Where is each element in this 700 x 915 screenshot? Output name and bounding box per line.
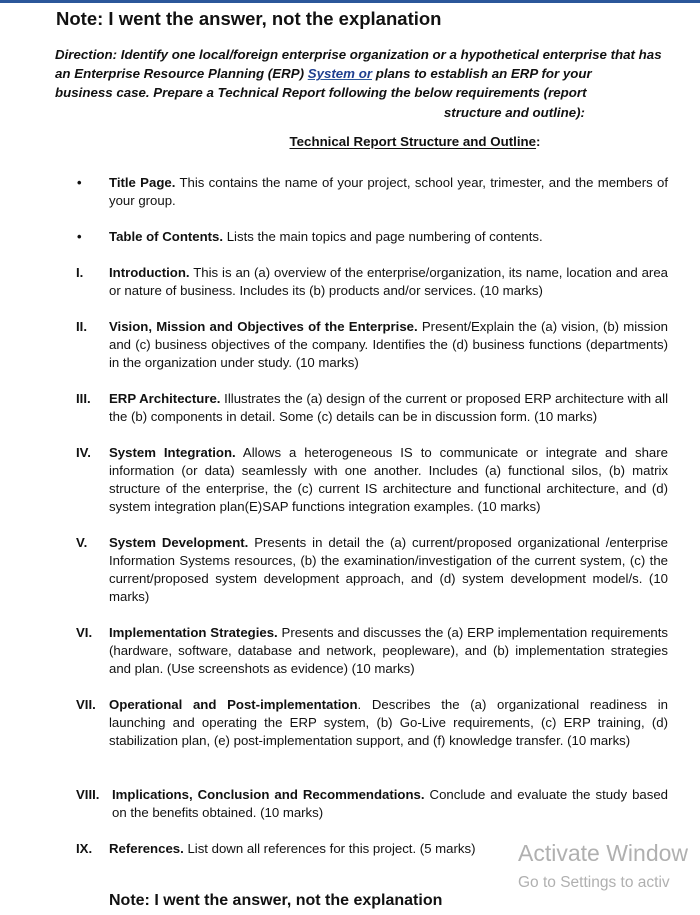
list-item-system-integration xyxy=(76,444,668,516)
roman-numeral-marker: VII. xyxy=(76,697,96,712)
list-item-operational-post-implementation xyxy=(76,696,668,750)
roman-numeral-marker: II. xyxy=(76,319,87,334)
item-heading: System Integration. xyxy=(109,445,236,460)
item-text: . Describes the (a) organizational readiness in launching and operating the ERP system, (b) Go-Live requirements, (c) ERP training, (d) stabilization plan, (e) post-implementation support, and (f) knowledge transfer. (10 marks) xyxy=(109,697,668,749)
note-heading-top: Note: I went the answer, not the explanation xyxy=(56,8,442,29)
item-text: Conclude and evaluate the study based on the benefits obtained. (10 marks) xyxy=(112,787,668,821)
direction-line-2-start: an Enterprise Resource Planning (ERP) xyxy=(55,66,308,82)
direction-line-1: Direction: Identify one local/foreign enterprise organization or a hypothetical enterprise that has xyxy=(55,47,662,62)
item-heading: Table of Contents. xyxy=(109,229,224,244)
list-item-implications-conclusion xyxy=(76,786,668,822)
item-heading: Vision, Mission and Objectives of the Enterprise. xyxy=(109,319,418,334)
item-text: Allows a heterogeneous IS to communicate or integrate and share information (or data) seamlessly with one another. Includes (a) functional silos, (b) matrix structure of the enterprise, the (c) current IS architecture and functional architecture, and (d) system integration plan(E)SAP functions integration examples. (10 marks) xyxy=(109,445,668,515)
top-border xyxy=(0,0,700,3)
item-text: Lists the main topics and page numbering of contents. xyxy=(223,229,543,244)
item-text: Presents in detail the (a) current/proposed organizational /enterprise Information Systems resources, (b) the examination/investigation of the current system, (c) the current/proposed system development approach, and (d) system development model/s. (10 marks) xyxy=(109,535,668,605)
activate-windows-settings-hint: Go to Settings to activ xyxy=(518,874,670,891)
item-text: This is an (a) overview of the enterprise/organization, its name, location and area or nature of business. Includes its (b) products and/or services. (10 marks) xyxy=(109,265,668,299)
roman-numeral-marker: V. xyxy=(76,535,88,550)
activate-windows-watermark: Activate Window xyxy=(518,840,689,866)
roman-numeral-marker: IX. xyxy=(76,841,93,856)
item-heading: Implications, Conclusion and Recommendations. xyxy=(112,787,425,802)
direction-line-2 xyxy=(55,64,667,83)
system-or-link[interactable]: System or xyxy=(307,66,372,82)
item-heading: Implementation Strategies. xyxy=(109,625,278,640)
direction-line-4: structure and outline): xyxy=(443,104,585,120)
note-heading-bottom: Note: I went the answer, not the explanation xyxy=(109,892,443,909)
roman-numeral-marker: IV. xyxy=(76,445,91,460)
item-text: Illustrates the (a) design of the current or proposed ERP architecture with all the (b) components in detail. Some (c) details can be in discussion form. (10 marks) xyxy=(109,391,668,425)
item-text: Presents and discusses the (a) ERP implementation requirements (hardware, software, database and network, peopleware), and (b) implementation strategies and plan. (Use screenshots as evidence) (10 marks) xyxy=(109,625,668,677)
list-item-system-development xyxy=(76,534,668,606)
list-item-erp-architecture xyxy=(76,390,668,426)
direction-line-3: business case. Prepare a Technical Report following the below requirements (report xyxy=(55,85,587,101)
list-item-vision-mission xyxy=(76,318,668,372)
direction-line-2-end: plans to establish an ERP for your xyxy=(372,66,592,82)
item-text: List down all references for this project. (5 marks) xyxy=(183,841,476,856)
outline-title-text: Technical Report Structure and Outline xyxy=(289,134,537,149)
list-item-table-of-contents xyxy=(76,228,668,246)
roman-numeral-marker: III. xyxy=(76,391,91,406)
item-heading: System Development. xyxy=(109,535,249,550)
bullet-marker: • xyxy=(77,175,82,190)
roman-numeral-marker: VIII. xyxy=(76,787,100,802)
item-heading: References. xyxy=(109,841,184,856)
direction-paragraph xyxy=(55,45,667,122)
roman-numeral-marker: I. xyxy=(76,265,84,280)
outline-title xyxy=(0,134,700,149)
outline-title-colon: : xyxy=(536,134,541,149)
list-item-introduction xyxy=(76,264,668,300)
item-heading: Title Page. xyxy=(109,175,176,190)
bullet-marker: • xyxy=(77,229,82,244)
roman-numeral-marker: VI. xyxy=(76,625,93,640)
item-heading: Introduction. xyxy=(109,265,190,280)
list-item-implementation-strategies xyxy=(76,624,668,678)
item-text: This contains the name of your project, school year, trimester, and the members of your group. xyxy=(109,175,668,209)
list-item-title-page xyxy=(76,174,668,210)
item-heading: ERP Architecture. xyxy=(109,391,221,406)
item-text: Present/Explain the (a) vision, (b) mission and (c) business objectives of the company. Identifies the (d) business functions (departments) in the organization under study. (10 marks) xyxy=(109,319,668,371)
item-heading: Operational and Post-implementation xyxy=(109,697,358,712)
